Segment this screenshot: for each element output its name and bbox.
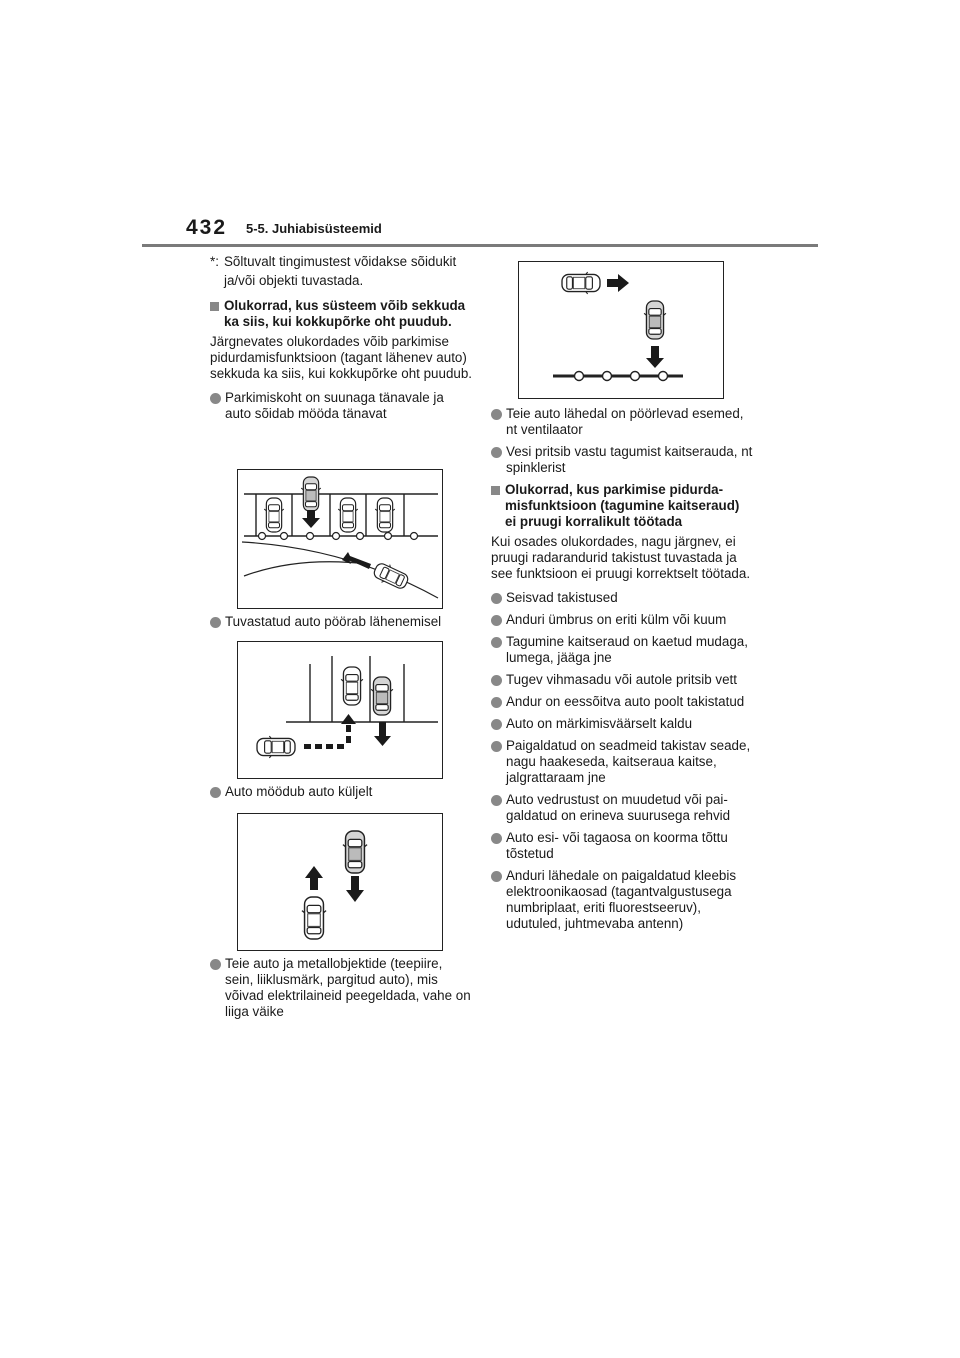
list-item-text: Anduri ümbrus on eriti külm või kuum [506, 612, 727, 627]
heading-text: Olukorrad, kus parkimise pidurdamisfunktsioon (tagumine kaitseraud) ei pruugi korralikult töötada [505, 482, 740, 529]
list-item-text: Auto on märkimisväärselt kaldu [506, 716, 693, 731]
list-item [210, 784, 472, 800]
heading-square-icon [491, 486, 500, 495]
figure-metal-objects [518, 261, 724, 399]
bullet-icon [491, 719, 502, 730]
list-item [491, 716, 753, 732]
list-item-text: Vesi pritsib vastu tagumist kaitserauda, nt spinklerist [506, 444, 753, 475]
heading-malfunction [491, 482, 753, 530]
left-caption-4 [210, 956, 472, 1026]
bullet-icon [491, 697, 502, 708]
list-item-text: Paigaldatud on seadmeid takistav seade, nagu haakeseda, kaitseraua kaitse, jalgrattaraam jne [506, 738, 751, 785]
bullet-icon [210, 393, 221, 404]
bullet-icon [210, 787, 221, 798]
list-item [210, 390, 472, 422]
right-column-text [491, 406, 753, 938]
paragraph-intro: Järgnevates olukordades võib parkimise pidurdamisfunktsioon (tagant lähenev auto) sekkuda ka siis, kui kokkupõrke oht puudub. [210, 334, 473, 381]
list-item-text: Anduri lähedale on paigaldatud kleebis elektroonikaosad (tagantvalgustusega numbriplaat, eriti fluorestseeruv), udutuled, juhtmevaba antenn) [506, 868, 737, 931]
list-item [491, 694, 753, 710]
heading-false-intervention [210, 298, 472, 330]
list-item [210, 614, 472, 630]
heading-text: Olukorrad, kus süsteem võib sekkuda ka siis, kui kokkupõrke oht puudub. [224, 298, 466, 329]
bullet-icon [491, 447, 502, 458]
list-item-text: Andur on eessõitva auto poolt takistatud [506, 694, 745, 709]
list-item-text: Tugev vihmasadu või autole pritsib vett [506, 672, 737, 687]
list-item [210, 956, 472, 1020]
bullet-icon [491, 833, 502, 844]
header-divider [142, 244, 818, 247]
page-number: 432 [186, 216, 228, 239]
bullet-icon [491, 795, 502, 806]
bullet-icon [491, 593, 502, 604]
section-title: 5-5. Juhiabisüsteemid [246, 221, 382, 236]
footnote-text: Sõltuvalt tingimustest võidakse sõidukit ja/või objekti tuvastada. [224, 254, 457, 288]
left-caption-3 [210, 784, 472, 806]
list-item-text: Tagumine kaitseraud on kaetud mudaga, lumega, jääga jne [506, 634, 748, 665]
list-item [491, 406, 753, 438]
bullet-icon [210, 959, 221, 970]
footnote-mark: *: [210, 254, 219, 269]
list-item-text: Seisvad takistused [506, 590, 618, 605]
list-item-text: Teie auto lähedal on pöörlevad esemed, nt ventilaator [506, 406, 744, 437]
list-item [491, 830, 753, 862]
list-item-text: Auto möödub auto küljelt [225, 784, 373, 799]
bullet-icon [491, 409, 502, 420]
footnote [210, 252, 472, 290]
list-item [491, 612, 753, 628]
bullet-icon [491, 741, 502, 752]
list-item-text: Parkimiskoht on suunaga tänavale ja auto sõidab mööda tänavat [225, 390, 444, 421]
bullet-icon [491, 637, 502, 648]
figure-parking-street [237, 469, 443, 609]
paragraph-conditions: Kui osades olukordades, nagu järgnev, ei pruugi radarandurid takistust tuvastada ja see funktsioon ei pruugi korrektselt töötada. [491, 534, 751, 581]
list-item [491, 634, 753, 666]
list-item [491, 738, 753, 786]
bullet-icon [491, 615, 502, 626]
list-item [491, 590, 753, 606]
list-item-text: Auto vedrustust on muudetud või paigaldatud on erineva suurusega rehvid [506, 792, 731, 823]
figure-turning-car [237, 641, 443, 779]
list-item-text: Tuvastatud auto pöörab lähenemisel [225, 614, 442, 629]
figure-passing-car [237, 813, 443, 951]
bullet-icon [491, 675, 502, 686]
heading-square-icon [210, 302, 219, 311]
list-item [491, 672, 753, 688]
bullet-icon [210, 617, 221, 628]
list-item [491, 792, 753, 824]
list-item-text: Teie auto ja metallobjektide (teepiire, sein, liiklusmärk, pargitud auto), mis võivad elektrilaineid peegeldada, vahe on liiga väike [225, 956, 471, 1019]
bullet-icon [491, 871, 502, 882]
left-caption-2 [210, 614, 472, 636]
list-item [491, 868, 753, 932]
left-top-text [210, 252, 472, 428]
list-item [491, 444, 753, 476]
list-item-text: Auto esi- või tagaosa on koorma tõttu tõstetud [506, 830, 728, 861]
